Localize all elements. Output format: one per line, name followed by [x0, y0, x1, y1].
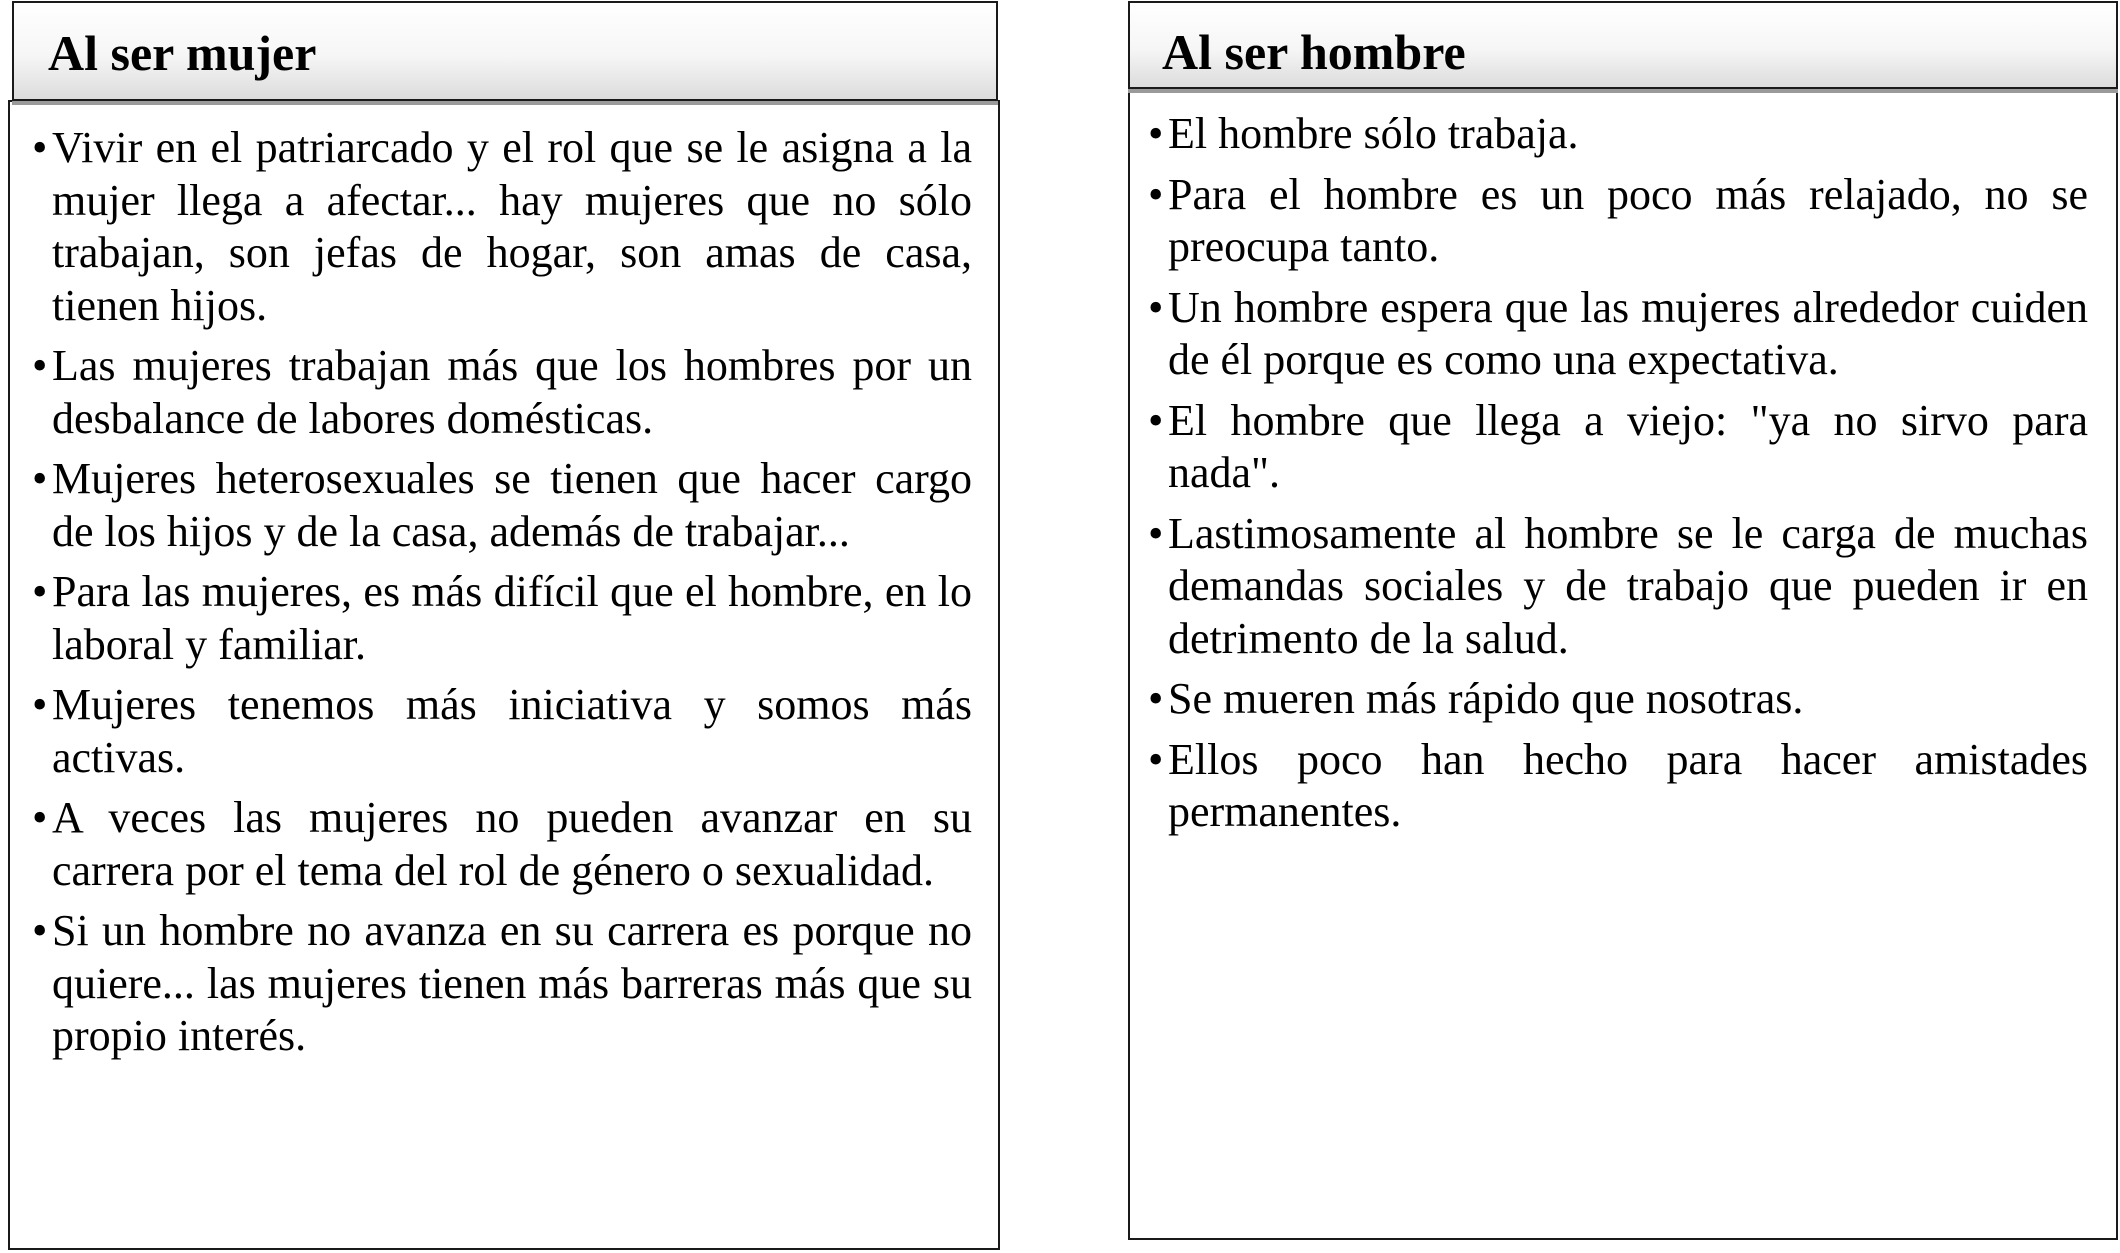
bullet: •	[32, 906, 48, 955]
list-item	[32, 340, 972, 445]
list-hombre	[1148, 108, 2088, 847]
bullet: •	[1148, 674, 1164, 723]
list-item	[32, 792, 972, 897]
item-text: Para las mujeres, es más difícil que el hombre, en lo laboral y familiar.	[52, 567, 972, 669]
bullet: •	[32, 567, 48, 616]
bullet: •	[1148, 282, 1164, 332]
item-text: El hombre que llega a viejo: "ya no sirvo para nada".	[1168, 395, 2088, 497]
bullet: •	[1148, 395, 1164, 445]
bullet: •	[32, 454, 48, 503]
list-item	[1148, 734, 2088, 839]
bullet: •	[32, 123, 48, 172]
list-item	[32, 679, 972, 784]
bullet: •	[32, 793, 48, 842]
list-item	[32, 905, 972, 1063]
list-item	[1148, 282, 2088, 387]
list-mujer	[32, 122, 972, 1071]
bullet: •	[32, 341, 48, 390]
item-text: Un hombre espera que las mujeres alrededor cuiden de él porque es como una expectativa.	[1168, 282, 2088, 384]
item-text: A veces las mujeres no pueden avanzar en su carrera por el tema del rol de género o sexualidad.	[52, 793, 972, 895]
list-item	[1148, 395, 2088, 500]
panel-title-hombre: Al ser hombre	[1128, 1, 2118, 89]
bullet: •	[1148, 734, 1164, 784]
list-item	[32, 122, 972, 332]
list-item	[1148, 108, 2088, 161]
list-item	[32, 566, 972, 671]
list-item	[1148, 169, 2088, 274]
bullet: •	[1148, 169, 1164, 219]
bullet: •	[1148, 109, 1164, 158]
item-text: Vivir en el patriarcado y el rol que se le asigna a la mujer llega a afectar... hay mujeres que no sólo trabajan, son jefas de hogar, son amas de casa, tienen hijos.	[52, 123, 972, 330]
bullet: •	[32, 680, 48, 729]
panel-title-mujer: Al ser mujer	[12, 1, 998, 101]
list-item	[1148, 673, 2088, 726]
item-text: Ellos poco han hecho para hacer amistades permanentes.	[1168, 734, 2088, 836]
item-text: Se mueren más rápido que nosotras.	[1168, 674, 1804, 723]
bullet: •	[1148, 508, 1164, 558]
list-item	[32, 453, 972, 558]
item-text: Lastimosamente al hombre se le carga de muchas demandas sociales y de trabajo que pueden ir en detrimento de la salud.	[1168, 508, 2088, 663]
item-text: Para el hombre es un poco más relajado, no se preocupa tanto.	[1168, 169, 2088, 271]
item-text: Las mujeres trabajan más que los hombres por un desbalance de labores domésticas.	[52, 341, 972, 443]
item-text: Mujeres heterosexuales se tienen que hacer cargo de los hijos y de la casa, además de trabajar...	[52, 454, 972, 556]
item-text: El hombre sólo trabaja.	[1168, 109, 1579, 158]
item-text: Mujeres tenemos más iniciativa y somos más activas.	[52, 680, 972, 782]
list-item	[1148, 508, 2088, 666]
item-text: Si un hombre no avanza en su carrera es porque no quiere... las mujeres tienen más barreras más que su propio interés.	[52, 906, 972, 1060]
